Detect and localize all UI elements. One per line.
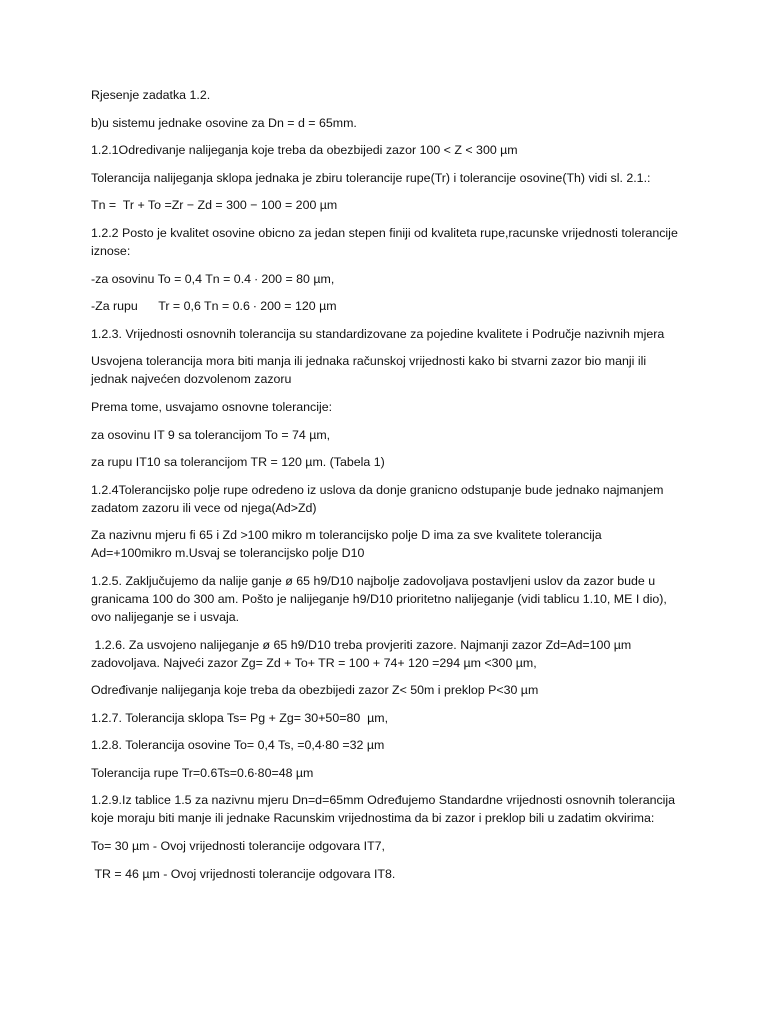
paragraph-hole-tolerance-tr: Tolerancija rupe Tr=0.6Ts=0.6∙80=48 µm — [91, 765, 314, 780]
paragraph-tr-it8: TR = 46 µm - Ovoj vrijednosti tolerancije odgovara IT8. — [91, 866, 396, 881]
paragraph-field-d10: Za nazivnu mjeru fi 65 i Zd >100 mikro m tolerancijsko polje D ima za sve kvalitete tolerancija Ad=+100mikro m.Usvaj se tolerancijsko polje D10 — [91, 528, 605, 561]
paragraph-shaft-it9: za osovinu IT 9 sa tolerancijom To = 74 µm, — [91, 427, 331, 442]
paragraph-to-it7: To= 30 µm - Ovoj vrijednosti tolerancije odgovara IT7, — [91, 839, 385, 854]
paragraph-1-2-4: 1.2.4Tolerancijsko polje rupe odredeno iz uslova da donje granicno odstupanje bude jednako najmanjem zadatom zazoru ili vece od njega(Ad>Zd) — [91, 482, 667, 515]
paragraph-task-b: b)u sistemu jednake osovine za Dn = d = 65mm. — [91, 115, 357, 130]
paragraph-1-2-5: 1.2.5. Zaključujemo da nalije ganje ø 65 h9/D10 najbolje zadovoljava postavljeni uslov da zazor bude u granicama 100 do 300 am. Pošto je nalijeganje h9/D10 prioritetno nalijeganje (vidi tablicu 1.10, ME I dio), ovo nalijeganje se i usvaja. — [91, 573, 671, 624]
document-body — [91, 86, 681, 892]
paragraph-interference-fit: Određivanje nalijeganja koje treba da obezbijedi zazor Z< 50m i preklop P<30 µm — [91, 683, 539, 698]
paragraph-1-2-6: 1.2.6. Za usvojeno nalijeganje ø 65 h9/D10 treba provjeriti zazore. Najmanji zazor Zd=Ad=100 µm zadovoljava. Najveći zazor Zg= Zd + To+ TR = 100 + 74+ 120 =294 µm <300 µm, — [91, 637, 635, 670]
paragraph-1-2-8: 1.2.8. Tolerancija osovine To= 0,4 Ts, =0,4∙80 =32 µm — [91, 738, 385, 753]
paragraph-therefore: Prema tome, usvajamo osnovne tolerancije: — [91, 399, 333, 414]
paragraph-1-2-1: 1.2.1Odredivanje nalijeganja koje treba da obezbijedi zazor 100 < Z < 300 µm — [91, 143, 518, 158]
paragraph-adopted-tolerance: Usvojena tolerancija mora biti manja ili jednaka računskoj vrijednosti kako bi stvarni zazor bio manji ili jednak najvećen dozvolenom zazoru — [91, 354, 650, 387]
paragraph-hole-it10: za rupu IT10 sa tolerancijom TR = 120 µm. (Tabela 1) — [91, 455, 385, 470]
paragraph-1-2-9: 1.2.9.Iz tablice 1.5 za nazivnu mjeru Dn=d=65mm Određujemo Standardne vrijednosti osnovnih tolerancija koje moraju biti manje ili jednake Racunskim vrijednostima da bi zazor i preklop bili u zadatim okvirima: — [91, 793, 679, 826]
paragraph-hole-tolerance: -Za rupu Tr = 0,6 Tn = 0.6 ∙ 200 = 120 µm — [91, 299, 337, 314]
paragraph-tn-formula: Tn = Tr + To =Zr − Zd = 300 − 100 = 200 µm — [91, 198, 338, 213]
paragraph-1-2-7: 1.2.7. Tolerancija sklopa Ts= Pg + Zg= 30+50=80 µm, — [91, 710, 389, 725]
paragraph-1-2-3: 1.2.3. Vrijednosti osnovnih tolerancija su standardizovane za pojedine kvalitete i Područje nazivnih mjera — [91, 326, 665, 341]
paragraph-fit-tolerance: Tolerancija nalijeganja sklopa jednaka je zbiru tolerancije rupe(Tr) i tolerancije osovine(Th) vidi sl. 2.1.: — [91, 170, 651, 185]
paragraph-shaft-tolerance: -za osovinu To = 0,4 Tn = 0.4 ∙ 200 = 80 µm, — [91, 271, 335, 286]
paragraph-1-2-2: 1.2.2 Posto je kvalitet osovine obicno za jedan stepen finiji od kvaliteta rupe,racunske vrijednosti tolerancije iznose: — [91, 225, 682, 258]
paragraph-title: Rjesenje zadatka 1.2. — [91, 88, 211, 102]
